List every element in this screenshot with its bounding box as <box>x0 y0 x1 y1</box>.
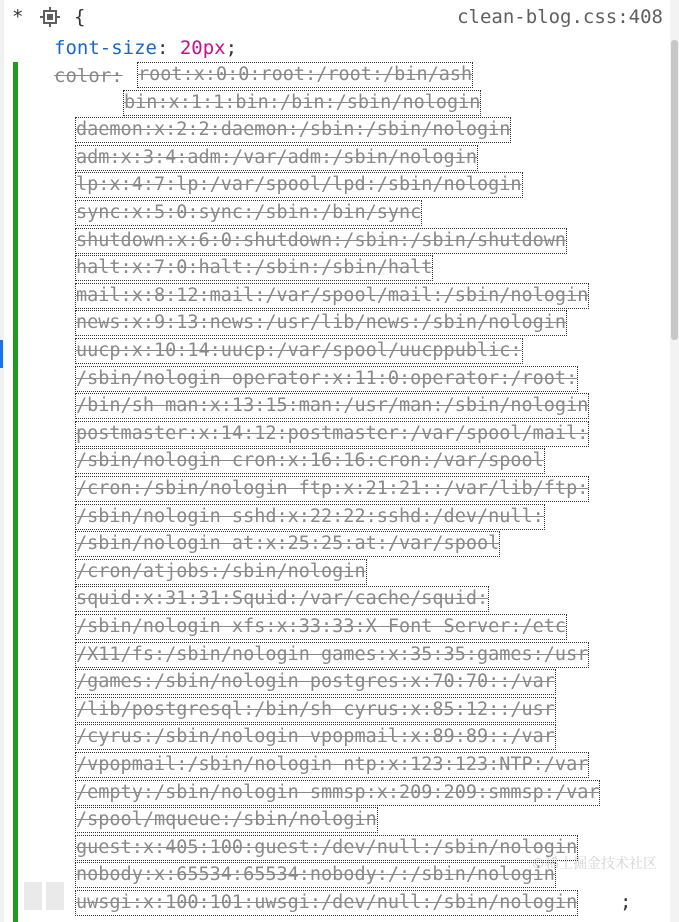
line-marker <box>0 340 3 368</box>
value-line: mail:x:8:12:mail:/var/spool/mail:/sbin/nologin <box>76 284 589 306</box>
value-line: guest:x:405:100:guest:/dev/null:/sbin/nologin <box>76 836 578 858</box>
value-line: /sbin/nologin cron:x:16:16:cron:/var/spool <box>76 450 544 472</box>
scrollbar-thumb[interactable] <box>671 40 678 340</box>
open-brace: { <box>74 6 86 28</box>
semicolon: ; <box>225 37 238 59</box>
source-link[interactable]: clean-blog.css:408 <box>457 6 663 28</box>
value-line: uucp:x:10:14:uucp:/var/spool/uucppublic: <box>76 340 522 361</box>
value-line: daemon:x:2:2:daemon:/sbin:/sbin/nologin <box>76 119 511 141</box>
rule-header <box>0 0 679 34</box>
property-name[interactable]: color <box>54 65 112 87</box>
value-line: root:x:0:0:root:/root:/bin/ash <box>138 64 473 85</box>
value-line: bin:x:1:1:bin:/bin:/sbin/nologin <box>124 91 481 113</box>
value-line: adm:x:3:4:adm:/var/adm:/sbin/nologin <box>76 146 477 168</box>
value-line: squid:x:31:31:Squid:/var/cache/squid: <box>76 588 489 610</box>
colon: : <box>111 65 123 87</box>
value-line: nobody:x:65534:65534:nobody:/:/sbin/nologin <box>76 864 555 886</box>
value-line: /sbin/nologin operator:x:11:0:operator:/root: <box>76 367 578 389</box>
value-line: halt:x:7:0:halt:/sbin:/sbin/halt <box>76 257 433 279</box>
property-name[interactable]: font-size <box>54 37 157 59</box>
gutter <box>0 0 4 922</box>
value-line: /sbin/nologin at:x:25:25:at:/var/spool <box>76 533 500 555</box>
value-line: /cron:/sbin/nologin ftp:x:21:21::/var/lib/ftp: <box>76 478 589 499</box>
declaration-color[interactable] <box>54 63 123 89</box>
value-line: /bin/sh man:x:13:15:man:/usr/man:/sbin/nologin <box>76 395 589 417</box>
declaration-font-size[interactable] <box>54 35 237 61</box>
value-line: /sbin/nologin sshd:x:22:22:sshd:/dev/null: <box>76 505 544 527</box>
value-line: /cyrus:/sbin/nologin vpopmail:x:89:89::/var <box>76 726 555 748</box>
property-value[interactable]: 20px <box>179 37 226 59</box>
value-line: /games:/sbin/nologin postgres:x:70:70::/var <box>76 671 555 693</box>
value-line: shutdown:x:6:0:shutdown:/sbin:/sbin/shutdown <box>76 229 567 251</box>
value-line: /vpopmail:/sbin/nologin ntp:x:123:123:NTP:/var <box>76 754 589 775</box>
value-line: uwsgi:x:100:101:uwsgi:/dev/null:/sbin/nologin <box>76 892 578 913</box>
watermark-logo-icon <box>22 876 68 916</box>
rule-selector[interactable]: * <box>12 6 24 28</box>
value-line: sync:x:5:0:sync:/sbin:/bin/sync <box>76 202 422 223</box>
value-line: /cron/atjobs:/sbin/nologin <box>76 560 366 582</box>
value-line: /empty:/sbin/nologin smmsp:x:209:209:smmsp:/var <box>76 781 600 803</box>
value-line: /lib/postgresql:/bin/sh cyrus:x:85:12::/usr <box>76 698 555 720</box>
changed-indicator-bar <box>13 62 18 922</box>
colon: : <box>156 37 180 59</box>
value-line: lp:x:4:7:lp:/var/spool/lpd:/sbin/nologin <box>76 174 522 196</box>
value-line: /spool/mqueue:/sbin/nologin <box>76 809 377 831</box>
scrollbar[interactable] <box>670 0 679 922</box>
semicolon: ; <box>620 891 632 913</box>
value-line: /sbin/nologin xfs:x:33:33:X Font Server:/etc <box>76 616 567 637</box>
value-line: news:x:9:13:news:/usr/lib/news:/sbin/nologin <box>76 312 567 334</box>
watermark: ©稀土掘金技术社区 <box>531 856 657 872</box>
element-target-icon[interactable] <box>40 7 60 27</box>
value-line: postmaster:x:14:12:postmaster:/var/spool/mail: <box>76 422 589 444</box>
value-line: /X11/fs:/sbin/nologin games:x:35:35:games:/usr <box>76 643 589 665</box>
